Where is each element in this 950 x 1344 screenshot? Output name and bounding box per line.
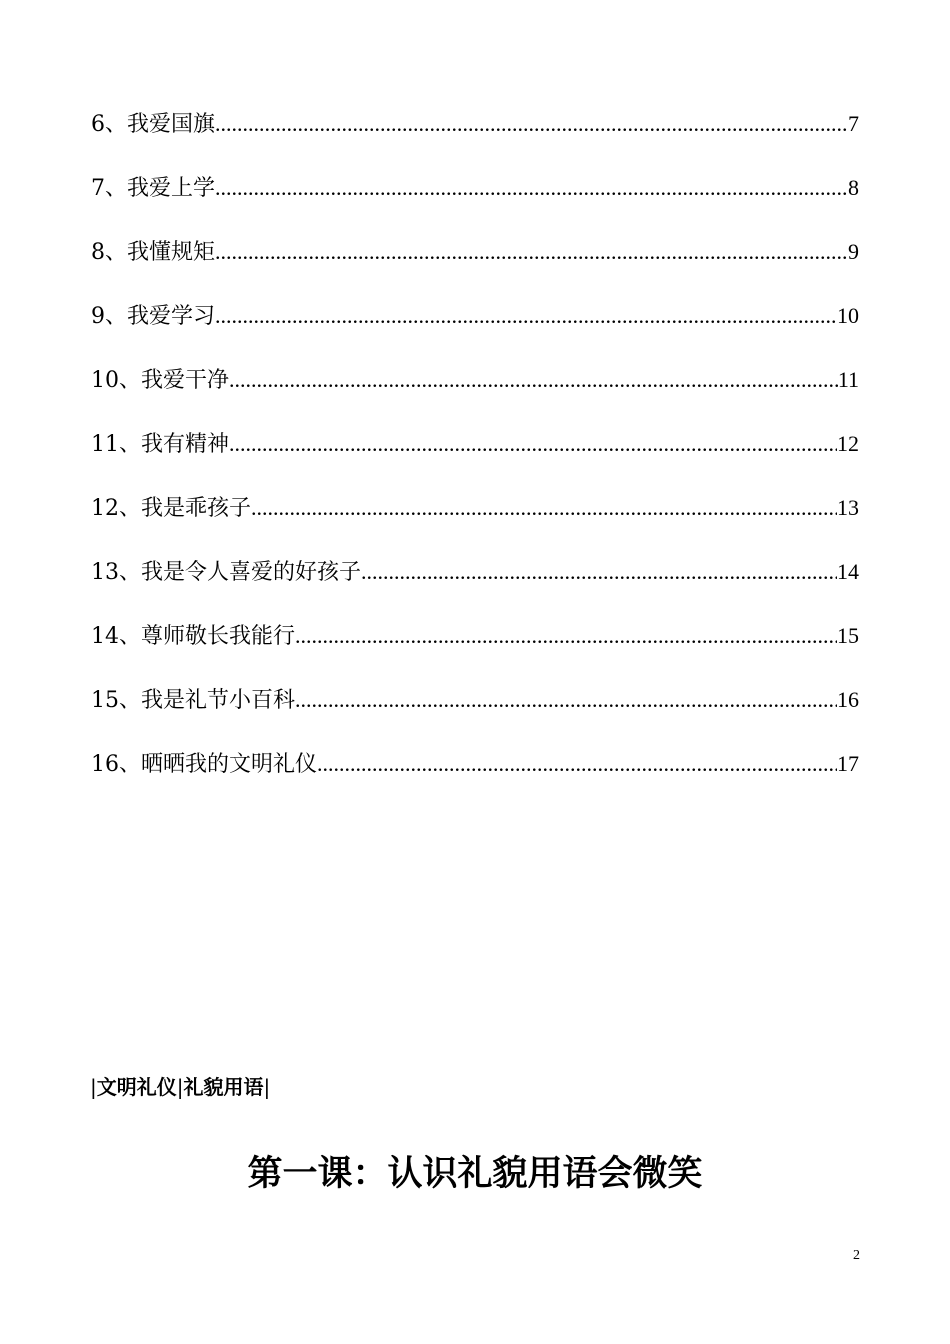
toc-entry-page: 17 (837, 751, 859, 776)
toc-dot-leader (215, 168, 848, 208)
toc-entry[interactable] (91, 296, 859, 360)
toc-entry-title: 14、尊师敬长我能行 (91, 624, 295, 649)
toc-entry[interactable] (91, 424, 859, 488)
toc-dot-leader (317, 744, 837, 784)
lesson-title: 第一课：认识礼貌用语会微笑 (247, 1154, 703, 1194)
toc-entry-page: 15 (837, 623, 859, 648)
toc-dot-leader (251, 488, 837, 528)
toc-entry[interactable] (91, 104, 859, 168)
toc-entry-page: 11 (837, 367, 859, 392)
toc-entry[interactable] (91, 552, 859, 616)
toc-entry[interactable] (91, 616, 859, 680)
toc-entry-title: 12、我是乖孩子 (91, 496, 251, 521)
toc-dot-leader (215, 232, 848, 272)
category-separator-bar: | (176, 1075, 184, 1099)
toc-entry-title: 16、晒晒我的文明礼仪 (91, 752, 317, 777)
toc-dot-leader (215, 104, 848, 144)
toc-entry-title: 10、我爱干净 (91, 368, 229, 393)
category-part-2: 礼貌用语 (183, 1075, 264, 1099)
toc-entry-page: 8 (848, 175, 859, 200)
toc-entry-title: 9、我爱学习 (91, 304, 215, 329)
toc-entry[interactable] (91, 168, 859, 232)
toc-entry[interactable] (91, 744, 859, 808)
toc-entry[interactable] (91, 360, 859, 424)
table-of-contents (91, 104, 859, 808)
toc-dot-leader (229, 360, 838, 400)
toc-entry-page: 7 (848, 111, 859, 136)
page-number: 2 (853, 1248, 860, 1263)
toc-entry-page: 13 (837, 495, 859, 520)
toc-entry-title: 15、我是礼节小百科 (91, 688, 295, 713)
toc-entry-page: 16 (837, 687, 859, 712)
toc-entry[interactable] (91, 680, 859, 744)
category-tag (90, 1070, 270, 1104)
toc-entry[interactable] (91, 232, 859, 296)
toc-dot-leader (215, 296, 837, 336)
toc-entry-title: 13、我是令人喜爱的好孩子 (91, 560, 361, 585)
toc-dot-leader (295, 616, 837, 656)
toc-entry-page: 12 (837, 431, 859, 456)
toc-entry[interactable] (91, 488, 859, 552)
category-open-bar: | (90, 1075, 97, 1099)
toc-entry-page: 14 (837, 559, 859, 584)
toc-entry-title: 7、我爱上学 (91, 176, 215, 201)
category-part-1: 文明礼仪 (96, 1075, 177, 1099)
toc-entry-title: 6、我爱国旗 (91, 112, 215, 137)
toc-entry-page: 9 (848, 239, 859, 264)
toc-dot-leader (295, 680, 837, 720)
category-close-bar: | (263, 1075, 271, 1099)
toc-entry-page: 10 (837, 303, 859, 328)
toc-entry-title: 8、我懂规矩 (91, 240, 215, 265)
toc-entry-title: 11、我有精神 (91, 432, 229, 457)
toc-dot-leader (229, 424, 837, 464)
toc-dot-leader (361, 552, 837, 592)
